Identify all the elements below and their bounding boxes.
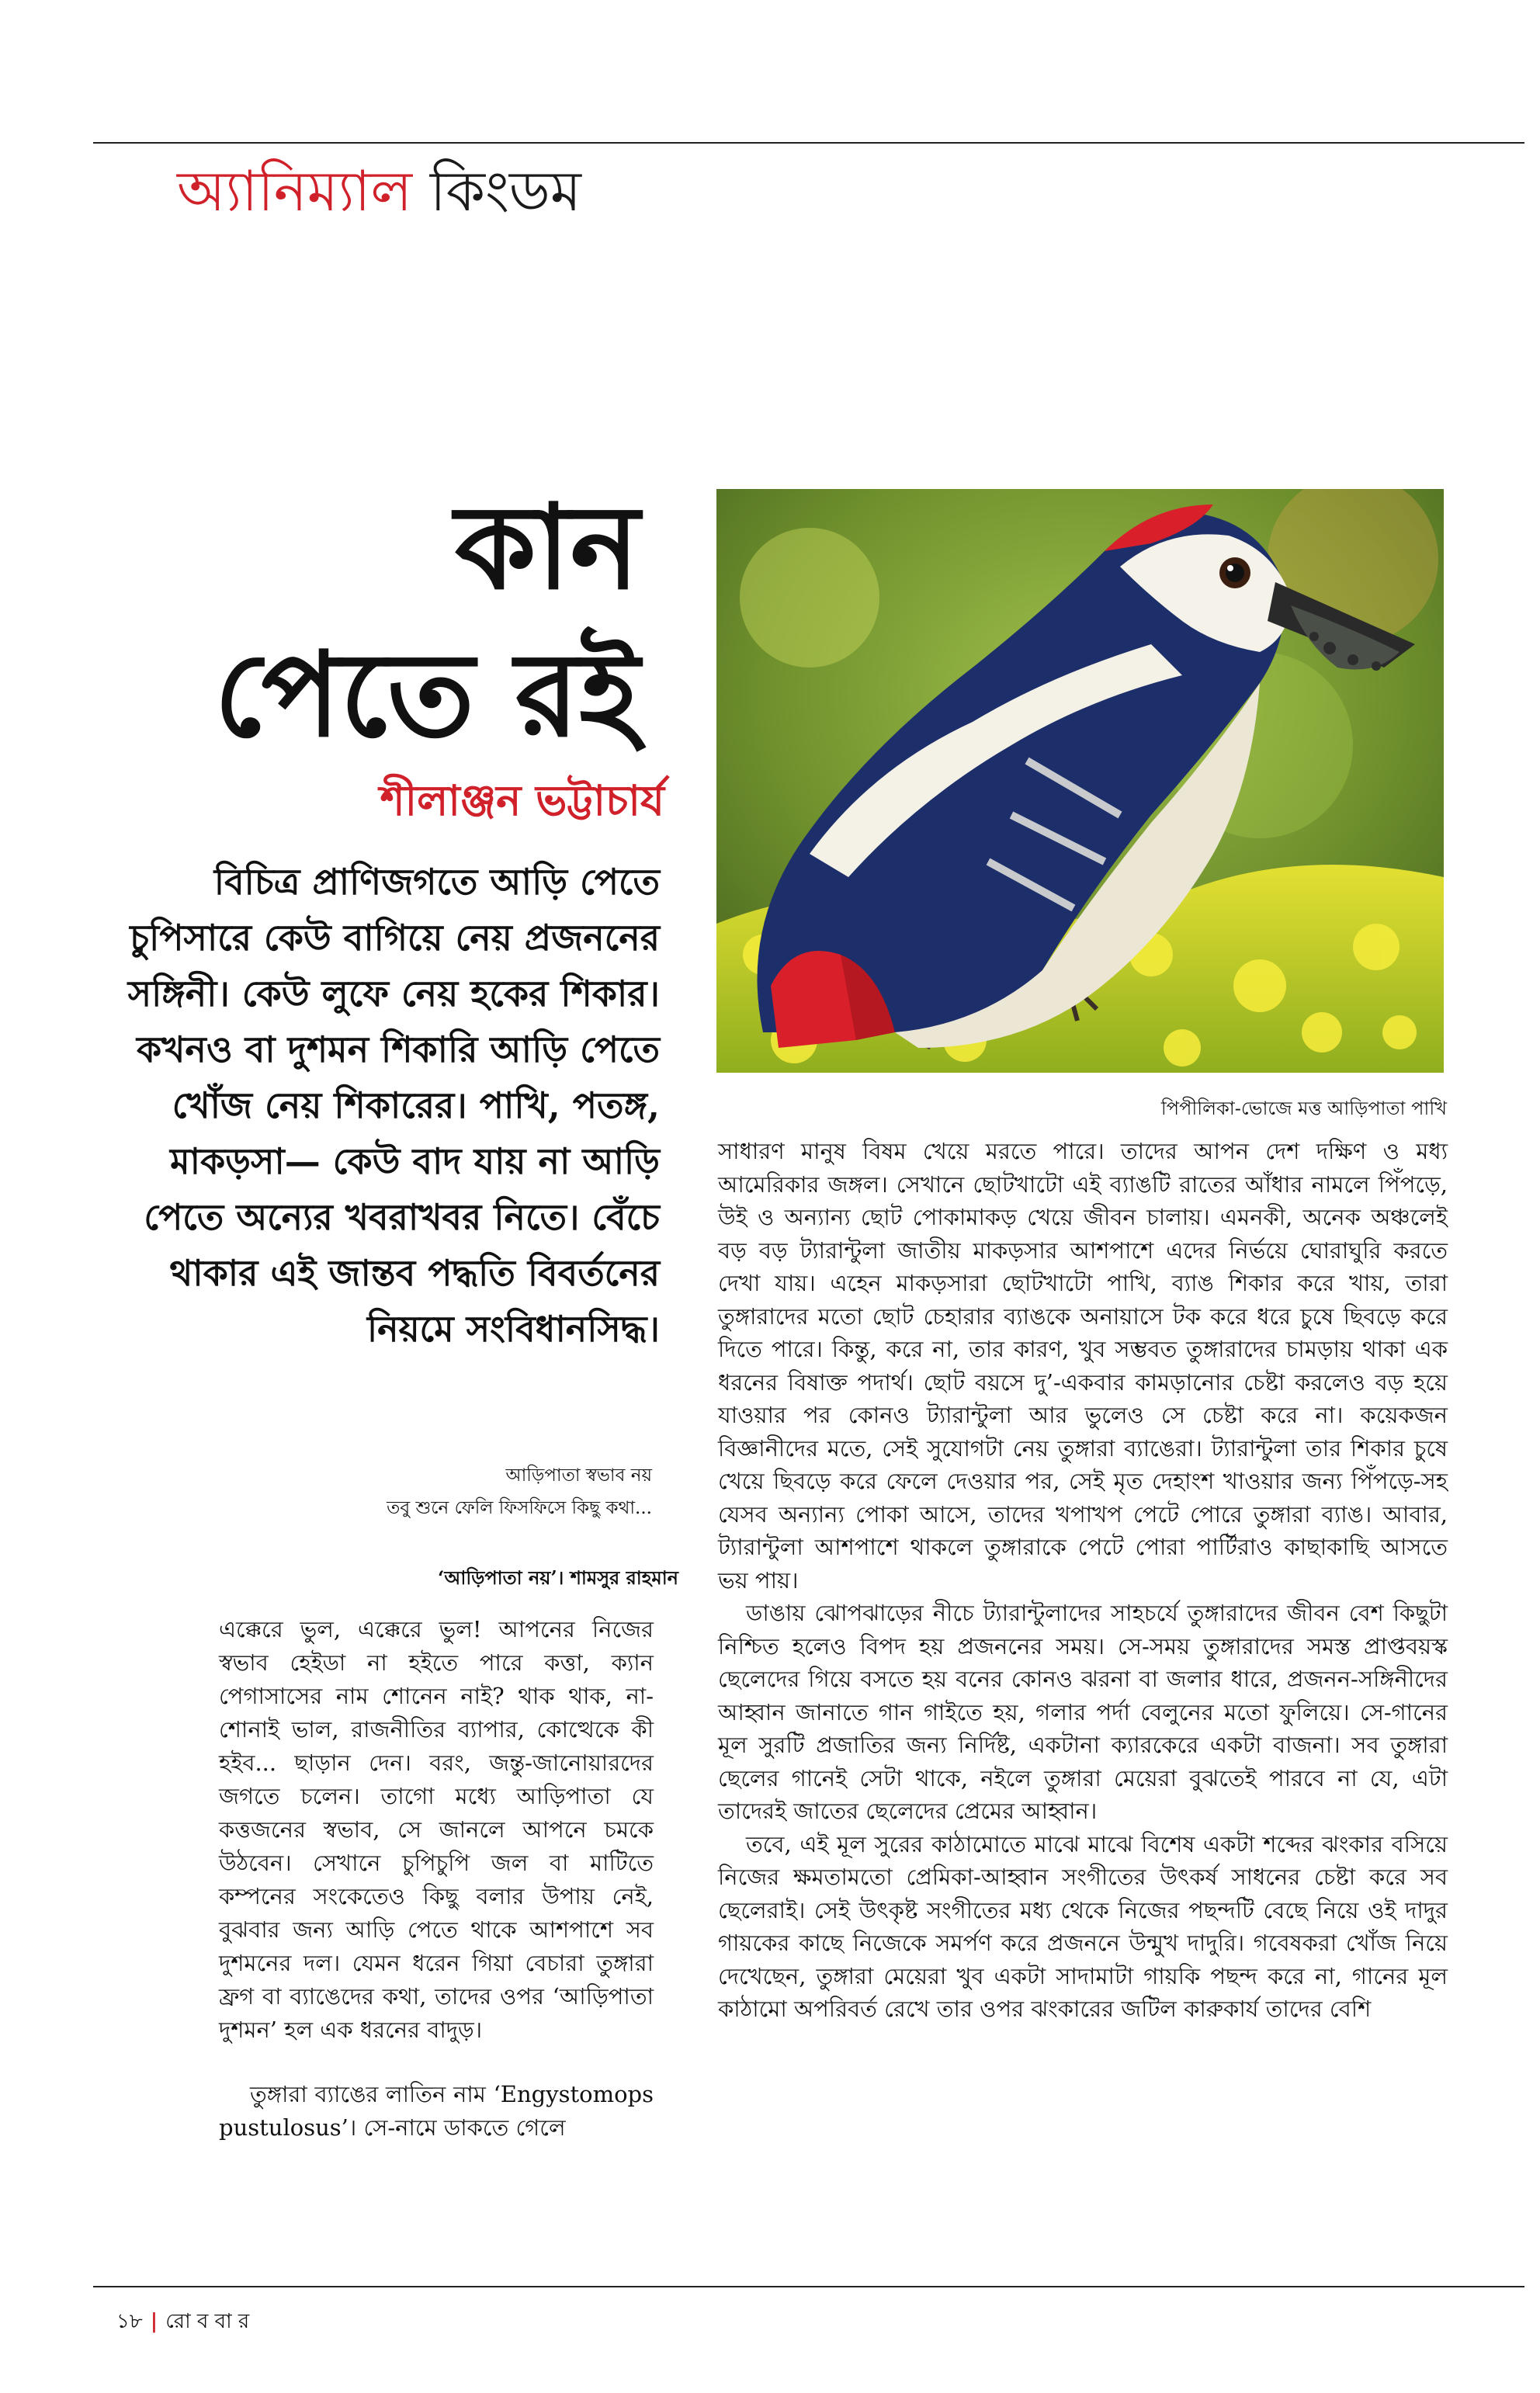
epigraph-line-2: তবু শুনে ফেলি ফিসফিসে কিছু কথা... xyxy=(387,1498,652,1518)
body-column-left xyxy=(219,1613,654,2145)
intro-text: বিচিত্র প্রাণিজগতে আড়ি পেতে চুপিসারে কেউ বাগিয়ে নেয় প্রজননের সঙ্গিনী। কেউ লুফে নেয় হকের শিকার। কখনও বা দুশমন শিকারি আড়ি পেতে খোঁজ নেয় শিকারের। পাখি, পতঙ্গ, মাকড়সা— কেউ বাদ যায় না আড়ি পেতে অন্যের খবরাখবর নিতে। বেঁচে থাকার এই জান্তব পদ্ধতি বিবর্তনের নিয়মে সংবিধানসিদ্ধ। xyxy=(127,861,660,1350)
page-footer xyxy=(116,2305,249,2339)
bottom-rule xyxy=(93,2286,1524,2287)
page-number: ১৮ xyxy=(116,2310,143,2333)
author-byline: শীলাঞ্জন ভট্টাচার্য xyxy=(380,775,664,825)
headline-line-1: কান xyxy=(455,479,640,616)
woodpecker-illustration xyxy=(716,489,1444,1073)
photo-caption: পিপীলিকা-ভোজে মত্ত আড়িপাতা পাখি xyxy=(1160,1098,1447,1119)
body-column-right xyxy=(718,1135,1448,2026)
top-rule xyxy=(93,142,1524,144)
body-paragraph: তবে, এই মূল সুরের কাঠামোতে মাঝে মাঝে বিশেষ একটা শব্দের ঝংকার বসিয়ে নিজের ক্ষমতামতো প্রেমিকা-আহ্বান সংগীতের উৎকর্ষ সাধনের চেষ্টা করে সব ছেলেরাই। সেই উৎকৃষ্ট সংগীতের মধ্য থেকে নিজের পছন্দটি বেছে নিয়ে ওই দাদুর গায়কের কাছে নিজেকে সমর্পণ করে প্রজননে উন্মুখ দাদুরি। গবেষকরা খোঁজ নিয়ে দেখেছেন, তুঙ্গারা মেয়েরা খুব একটা সাদামাটা গায়কি পছন্দ করে না, গানের মূল কাঠামো অপরিবর্ত রেখে তার ওপর ঝংকারের জটিল কারুকার্য তাদের বেশি xyxy=(718,1830,1448,2022)
epigraph-line-1: আড়িপাতা স্বভাব নয় xyxy=(505,1465,652,1486)
woodpecker-photo xyxy=(716,489,1444,1073)
epigraph xyxy=(233,1459,652,1524)
body-paragraph: সাধারণ মানুষ বিষম খেয়ে মরতে পারে। তাদের আপন দেশ দক্ষিণ ও মধ্য আমেরিকার জঙ্গল। সেখানে ছোটখাটো এই ব্যাঙটি রাতের আঁধার নামলে পিঁপড়ে, উই ও অন্যান্য ছোট পোকামাকড় খেয়ে জীবন চালায়। এমনকী, অনেক অঞ্চলেই বড় বড় ট্যারান্টুলা জাতীয় মাকড়সার আশপাশে এদের নির্ভয়ে ঘোরাঘুরি করতে দেখা যায়। এহেন মাকড়সারা ছোটখাটো পাখি, ব্যাঙ শিকার করে খায়, তারা তুঙ্গারাদের মতো ছোট চেহারার ব্যাঙকে অনায়াসে টক করে ধরে চুষে ছিবড়ে করে দিতে পারে। কিন্তু, করে না, তার কারণ, খুব সম্ভবত তুঙ্গারাদের চামড়ায় থাকা এক ধরনের বিষাক্ত পদার্থ। ছোট বয়সে দু’-একবার কামড়ানোর চেষ্টা করলেও বড় হয়ে যাওয়ার পর কোনও ট্যারান্টুলা আর ভুলেও সে চেষ্টা করে না। কয়েকজন বিজ্ঞানীদের মতে, সেই সুযোগটা নেয় তুঙ্গারা ব্যাঙেরা। ট্যারান্টুলা তার শিকার চুষে খেয়ে ছিবড়ে করে ফেলে দেওয়ার পর, সেই মৃত দেহাংশ খাওয়ার জন্য পিঁপড়ে-সহ যেসব অন্যান্য পোকা আসে, তাদের খপাখপ পেটে পোরে তুঙ্গারা ব্যাঙ। আবার, ট্যারান্টুলা আশপাশে থাকলে তুঙ্গারাকে পেটে পোরা পার্টিরাও কাছাকাছি আসতে ভয় পায়। xyxy=(718,1138,1448,1594)
section-title xyxy=(177,158,581,224)
body-paragraph: ডাঙায় ঝোপঝাড়ের নীচে ট্যারান্টুলাদের সাহচর্যে তুঙ্গারাদের জীবন বেশ কিছুটা নিশ্চিত হলেও বিপদ হয় প্রজননের সময়। সে-সময় তুঙ্গারাদের সমস্ত প্রাপ্তবয়স্ক ছেলেদের গিয়ে বসতে হয় বনের কোনও ঝরনা বা জলার ধারে, প্রজনন-সঙ্গিনীদের আহ্বান জানাতে গান গাইতে হয়, গলার পর্দা বেলুনের মতো ফুলিয়ে। সে-গানের মূল সুরটি প্রজাতির জন্য নির্দিষ্ট, একটানা ক্যারকেরে একটা বাজনা। সব তুঙ্গারা ছেলের গানেই সেটা থাকে, নইলে তুঙ্গারা মেয়েরা বুঝতেই পারবে না যে, এটা তাদেরই জাতের ছেলেদের প্রেমের আহ্বান। xyxy=(718,1600,1448,1824)
body-paragraph: এক্কেরে ভুল, এক্কেরে ভুল! আপনের নিজের স্বভাব হেইডা না হইতে পারে কত্তা, ক্যান পেগাসাসের নাম শোনেন নাই? থাক থাক, না-শোনাই ভাল, রাজনীতির ব্যাপার, কোত্থেকে কী হইব... ছাড়ান দেন। বরং, জন্তু-জানোয়ারদের জগতে চলেন। তাগো মধ্যে আড়িপাতা যে কত্তজনের স্বভাব, সে জানলে আপনে চমকে উঠবেন। সেখানে চুপিচুপি জল বা মাটিতে কম্পনের সংকেতেও কিছু বলার উপায় নেই, বুঝবার জন্য আড়ি পেতে থাকে আশপাশে সব দুশমনের দল। যেমন ধরেন গিয়া বেচারা তুঙ্গারা ফ্রগ বা ব্যাঙেদের কথা, তাদের ওপর ‘আড়িপাতা দুশমন’ হল এক ধরনের বাদুড়। xyxy=(219,1616,654,2043)
magazine-name: রো ব বা র xyxy=(165,2310,250,2333)
headline-line-2: পেতে রই xyxy=(213,626,640,763)
article-headline xyxy=(214,473,640,768)
epigraph-source: ‘আড়িপাতা নয়’। শামসুর রাহমান xyxy=(438,1566,678,1589)
section-title-dark: কিংডম xyxy=(429,158,581,224)
section-title-red: অ্যানিম্যাল xyxy=(177,158,413,224)
footer-separator: | xyxy=(150,2310,158,2333)
body-paragraph: তুঙ্গারা ব্যাঙের লাতিন নাম ‘Engystomops pustulosus’। সে-নামে ডাকতে গেলে xyxy=(219,2081,654,2141)
